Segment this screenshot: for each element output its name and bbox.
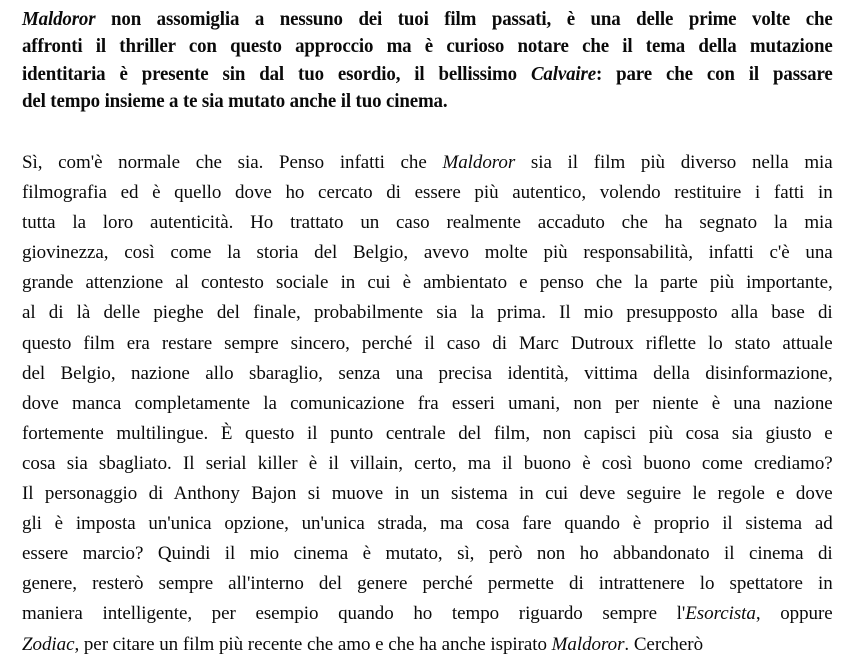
text-run: fortemente multilingue. È questo il punto centrale del film, non capisci più cosa sia giusto e	[22, 422, 833, 444]
italic-title: Zodiac	[22, 633, 75, 655]
text-run: Il personaggio di Anthony Bajon si muove in un sistema in cui deve seguire le regole e dove	[22, 483, 833, 505]
text-run: tutta la loro autenticità. Ho trattato un caso realmente accaduto che ha segnato la mia	[22, 212, 833, 234]
text-run: genere, resterò sempre all'interno del genere perché permette di intrattenere lo spettatore in	[22, 573, 833, 595]
italic-title: Maldoror	[442, 152, 516, 173]
text-run: : pare che con il passare	[595, 63, 833, 85]
text-line	[22, 208, 833, 238]
text-line	[22, 298, 833, 328]
text-run: del tempo insieme a te sia mutato anche il tuo cinema.	[22, 91, 448, 113]
text-line	[22, 599, 833, 629]
text-run: affronti il thriller con questo approccio ma è curioso notare che il tema della mutazione	[22, 36, 833, 58]
text-run: gli è imposta un'unica opzione, un'unica strada, ma cosa fare quando è proprio il sistema ad	[22, 513, 833, 535]
text-line	[22, 419, 833, 449]
text-run: , per citare un film più recente che amo e che ha anche ispirato	[74, 633, 552, 655]
text-run: Sì, com'è normale che sia. Penso infatti che	[22, 152, 443, 173]
text-line	[22, 148, 833, 178]
text-run: sia il film più diverso nella mia	[515, 152, 833, 173]
italic-title: Esorcista	[685, 603, 756, 625]
interview-answer-paragraph	[22, 148, 833, 660]
text-run: al di là delle pieghe del finale, probabilmente sia la prima. Il mio presupposto alla base di	[22, 302, 833, 324]
text-run: maniera intelligente, per esempio quando ho tempo riguardo sempre l'	[22, 603, 686, 625]
text-run: grande attenzione al contesto sociale in cui è ambientato e penso che la parte più importante,	[22, 272, 833, 294]
text-run: , oppure	[755, 603, 833, 625]
text-run: giovinezza, così come la storia del Belgio, avevo molte più responsabilità, infatti c'è una	[22, 242, 833, 264]
text-run: non assomiglia a nessuno dei tuoi film passati, è una delle prime volte che	[95, 9, 833, 30]
text-run: filmografia ed è quello dove ho cercato di essere più autentico, volendo restituire i fatti in	[22, 182, 833, 204]
text-line	[22, 479, 833, 509]
text-line	[22, 329, 833, 359]
text-run: questo film era restare sempre sincero, perché il caso di Marc Dutroux riflette lo stato attuale	[22, 332, 833, 354]
text-run: del Belgio, nazione allo sbaraglio, senza una precisa identità, vittima della disinformazione,	[22, 362, 833, 384]
text-run: dove manca completamente la comunicazione fra esseri umani, non per niente è una nazione	[22, 392, 833, 414]
interview-question-paragraph	[22, 6, 833, 116]
italic-title: Maldoror	[22, 9, 96, 30]
text-run: identitaria è presente sin dal tuo esordio, il bellissimo	[22, 63, 531, 85]
text-line	[22, 178, 833, 208]
text-line	[22, 61, 833, 88]
text-line	[22, 509, 833, 539]
text-run: . Cercherò	[624, 633, 704, 655]
text-line	[22, 359, 833, 389]
text-line	[22, 238, 833, 268]
text-run: cosa sia sbagliato. Il serial killer è il villain, certo, ma il buono è così buono come crediamo?	[22, 452, 833, 474]
text-run: essere marcio? Quindi il mio cinema è mutato, sì, però non ho abbandonato il cinema di	[22, 543, 833, 565]
text-line	[22, 449, 833, 479]
italic-title: Calvaire	[530, 63, 596, 85]
text-line	[22, 88, 833, 115]
text-line	[22, 33, 833, 60]
text-line	[22, 630, 833, 660]
text-line	[22, 569, 833, 599]
text-line	[22, 6, 833, 33]
italic-title: Maldoror	[551, 633, 625, 655]
text-line	[22, 268, 833, 298]
text-line	[22, 539, 833, 569]
text-line	[22, 389, 833, 419]
